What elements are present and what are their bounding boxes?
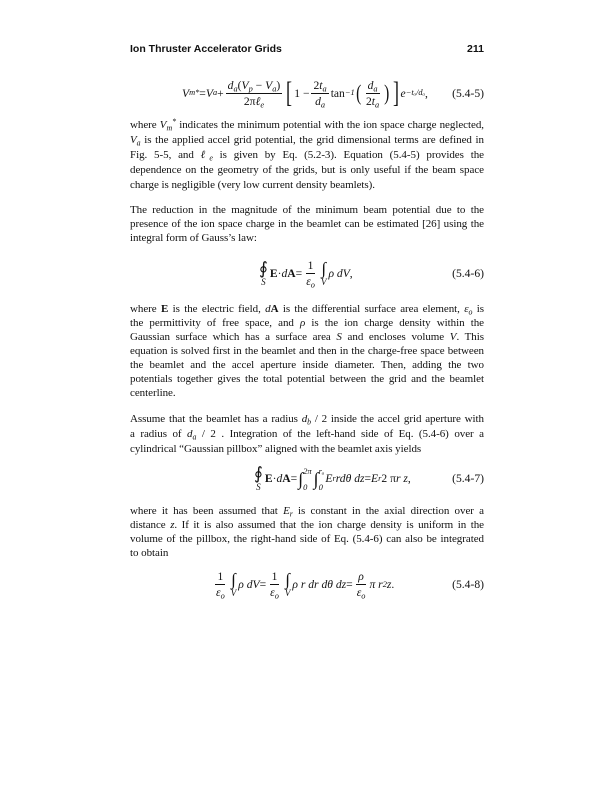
fraction [355, 570, 368, 599]
text-line [130, 546, 484, 560]
integral-upper-limit: 2π [303, 465, 312, 476]
text-run: is the differential surface area element, [278, 303, 465, 315]
integral-glyph: ∮ [259, 259, 268, 278]
math-italic: e [400, 86, 406, 100]
text-run: distance [130, 519, 171, 531]
text-run: − [252, 78, 266, 92]
equation-number: (5.4-6) [452, 267, 484, 280]
math-italic: V [265, 78, 273, 92]
text-run: / 2 inside the accel grid aperture with [311, 413, 484, 425]
integral-limits [303, 466, 312, 492]
text-line [130, 330, 484, 344]
subscript: a [322, 84, 327, 93]
integral-symbol [231, 571, 237, 598]
running-header-title: Ion Thruster Accelerator Grids [130, 43, 282, 55]
integral-lower-limit: S [256, 482, 261, 492]
math-italic: ε [464, 303, 469, 315]
equation-5-4-6 [257, 259, 353, 288]
text-line [130, 231, 484, 245]
text-run: = [295, 267, 303, 280]
text-line [130, 316, 484, 330]
text-run: equation is solved first in the beamlet and then in the charge-free space between [130, 345, 484, 357]
text-run: 1 − [294, 86, 310, 100]
equation-number: (5.4-5) [452, 86, 484, 100]
contour-integral-symbol [254, 465, 263, 492]
math-vector: A [287, 267, 296, 280]
text-run: = [364, 472, 372, 485]
parenthesis: ( [355, 80, 361, 105]
math-italic: d [315, 94, 321, 108]
integral-symbol [285, 571, 291, 598]
text-run: is the applied accel grid potential, the grid dimensional terms are defined in [140, 134, 484, 146]
text-run: 2π [243, 94, 256, 108]
text-line [130, 532, 484, 546]
subscript: a [320, 100, 326, 109]
paragraph [130, 412, 484, 457]
text-run: where [130, 303, 161, 315]
subscript: o [220, 591, 225, 601]
text-run: is the electric field, [168, 303, 266, 315]
paragraph [130, 504, 484, 560]
math-vector: A [270, 303, 279, 315]
equation-row [130, 570, 484, 599]
subscript: a [373, 84, 378, 93]
math-italic: E [283, 505, 290, 517]
text-run: where [130, 119, 160, 131]
subscript: b [307, 417, 312, 427]
math-italic: z [386, 578, 392, 591]
numerator [306, 259, 316, 274]
integral-lower-limit: 0 [303, 481, 308, 492]
subscript: o [310, 280, 315, 290]
fraction [214, 570, 227, 599]
text-run: Assume that the beamlet has a radius [130, 413, 302, 425]
text-run: integral form of Gauss’s law: [130, 232, 257, 244]
text-run: and encloses volume [341, 331, 450, 343]
text-run: = [290, 472, 298, 485]
text-run: 2 π [381, 472, 396, 485]
math-italic: ρ [300, 317, 306, 329]
math-italic: t [371, 94, 376, 108]
text-run: / 2 . Integration of the left-hand side of Eq. (5.4-6) over a [196, 428, 485, 440]
denominator [242, 94, 266, 108]
fraction [364, 79, 381, 108]
math-italic: ρ r dr dθ dz [292, 578, 347, 591]
subscript: p [248, 84, 253, 93]
numerator [356, 570, 366, 585]
text-run: ( [237, 78, 242, 92]
text-run: = [199, 86, 206, 100]
math-italic: r z [395, 472, 408, 485]
integral-glyph: ∫ [285, 570, 290, 589]
equation-5-4-8: $\frac{1}{\varepsilon_o}$ ∫ V ρ dV = $\frac{1}{\varepsilon_o}$ ∫ V ρ r dr dθ dz = $\frac{\rho}{\varepsilon_o}$ π r 2 z . [216, 570, 395, 601]
text-run: is constant in the axial direction over a [292, 505, 484, 517]
text-run: Gaussian surface which has a surface area [130, 331, 337, 343]
text-line [130, 203, 484, 217]
math-italic: d [276, 472, 283, 485]
text-run: , [349, 267, 353, 280]
fraction [268, 570, 281, 599]
integral-upper-limit: rₐ [318, 465, 325, 476]
text-run: The reduction in the magnitude of the minimum beam potential due to the [130, 204, 484, 216]
math-italic: V [449, 331, 457, 343]
denominator [313, 94, 327, 108]
text-run: 2 [366, 94, 372, 108]
bracket: ] [392, 76, 399, 109]
math-italic: V [182, 86, 190, 100]
math-italic: d [301, 413, 308, 425]
math-vector: E [269, 267, 278, 280]
text-run: 1 [217, 570, 224, 583]
subscript: o [468, 307, 473, 317]
integral-glyph: ∫ [321, 259, 327, 278]
text-run: the permittivity of free space, and [130, 317, 301, 329]
text-line [130, 518, 484, 532]
math-italic: ε [270, 586, 275, 599]
text-line [130, 442, 484, 457]
math-italic: V [130, 134, 137, 146]
parenthesis: ) [384, 80, 390, 105]
math-italic: V [241, 78, 249, 92]
text-run: indicates the minimum potential with the ion space charge neglected, [176, 119, 485, 131]
math-italic: E [325, 472, 333, 485]
math-italic: d [265, 303, 271, 315]
text-run: . This [456, 331, 484, 343]
running-header [130, 42, 484, 56]
subscript: o [361, 591, 366, 601]
integral-lower-limit: S [261, 277, 266, 287]
math-italic: d [227, 78, 234, 92]
integral-glyph: ∮ [254, 464, 263, 483]
page-body [130, 0, 484, 639]
subscript: a [136, 138, 141, 148]
text-run: , [407, 472, 411, 485]
text-run: · [277, 267, 282, 280]
integral-lower-limit: V [320, 277, 327, 287]
text-run: where it has been assumed that [130, 505, 284, 517]
math-vector: A [282, 472, 291, 485]
paragraph [130, 203, 484, 245]
text-run: centerline. [130, 387, 176, 399]
subscript: o [274, 591, 279, 601]
text-run: + [217, 86, 224, 100]
bracket: [ [286, 76, 293, 109]
text-run: , [425, 86, 428, 100]
text-run: · [272, 472, 277, 485]
equation-number: (5.4-8) [452, 578, 484, 591]
math-italic: ε [356, 586, 362, 599]
text-run: to obtain [130, 547, 169, 559]
math-italic: ε [306, 275, 311, 288]
text-line [130, 163, 484, 178]
text-run: is given by Eq. (5.2-3). Equation (5.4-5) provides the [212, 149, 484, 161]
math-vector: E [264, 472, 273, 485]
equation-row [130, 259, 484, 288]
subscript: e [260, 100, 265, 109]
text-run: . [391, 578, 395, 591]
subscript: a [375, 100, 380, 109]
text-line [130, 412, 484, 427]
math-italic: rdθ dz [335, 472, 365, 485]
integral-glyph: ∫ [231, 570, 236, 589]
denominator [364, 94, 381, 108]
math-italic: π r [369, 578, 383, 591]
math-vector: E [160, 303, 169, 315]
equation-number: (5.4-7) [452, 472, 484, 485]
subscript: a [272, 84, 277, 93]
subscript: m [166, 123, 173, 133]
paragraph [130, 302, 484, 400]
text-line [130, 133, 484, 148]
math-italic: V [159, 119, 167, 131]
text-run: tan [330, 86, 345, 100]
text-run: = [259, 578, 267, 591]
integral-lower-limit: 0 [318, 481, 323, 492]
math-italic: S [336, 331, 342, 343]
text-line [130, 504, 484, 518]
math-italic: d [367, 78, 374, 92]
integral-symbol [321, 260, 327, 287]
denominator [214, 585, 227, 599]
text-line [130, 302, 484, 316]
math-italic: ℓ [255, 94, 261, 108]
text-run: 1 [271, 570, 278, 583]
denominator [268, 585, 281, 599]
equation-5-4-5: V m * = V a + $\frac{d_a(V_p - V_a)}{2\pi\ell_e}$ [ 1 − $\frac{2t_a}{d_a}$ tan −1 ( $\frac{d_a}{2t_a}$ ) ] e −tₐ/dₐ , [182, 76, 428, 109]
integral-lower-limit: V [230, 588, 237, 598]
numerator [215, 570, 225, 585]
text-run: a radius of [130, 428, 188, 440]
text-run: volume of the pillbox, the right-hand side of Eq. (5.4-6) can also be integrated [130, 533, 484, 545]
equation-5-4-7: ∮ S E · d A = ∫ 2π 0 ∫ rₐ 0 E r rdθ dz = E r 2 π r z , [254, 464, 411, 492]
integral-glyph: ∫ [298, 468, 304, 489]
math-italic: z [170, 519, 175, 531]
text-run: is [472, 303, 484, 315]
math-italic: t [319, 78, 323, 92]
fraction [304, 259, 317, 288]
math-italic: ρ [358, 570, 364, 583]
text-run: ) [276, 78, 281, 92]
subscript: e [209, 153, 213, 163]
denominator [355, 585, 368, 599]
text-run: = [346, 578, 353, 591]
numerator [311, 79, 328, 94]
integral-symbol [298, 466, 311, 492]
superscript: * [172, 117, 177, 127]
math-italic: E [371, 472, 379, 485]
text-run: the beamlet and the accel aperture inside diameter. Then, adding the two [130, 359, 484, 371]
contour-integral-symbol [259, 260, 268, 287]
text-line [130, 386, 484, 400]
integral-lower-limit: V [284, 588, 291, 598]
text-run: dependence on the geometry of the grids, but is only useful if the beam space [130, 164, 484, 176]
text-line [130, 217, 484, 231]
numerator [270, 570, 280, 585]
integral-symbol [314, 466, 325, 492]
equation-row [130, 465, 484, 492]
text-line [130, 148, 484, 163]
math-italic: ℓ [200, 149, 210, 161]
fraction [226, 79, 283, 108]
numerator [366, 79, 380, 94]
page-number: 211 [467, 43, 484, 55]
subscript: a [233, 84, 238, 93]
text-line [130, 118, 484, 133]
math-italic: d [281, 267, 288, 280]
text-line [130, 344, 484, 358]
text-run: cylindrical “Gaussian pillbox” aligned with the beamlet axis yields [130, 443, 422, 455]
math-italic: ρ dV [328, 267, 350, 280]
text-run: . If it is also assumed that the ion charge density is uniform in the [174, 519, 484, 531]
text-line [130, 427, 484, 442]
equation-row [130, 78, 484, 108]
text-line [130, 372, 484, 386]
integral-limits [319, 466, 325, 492]
text-run: presence of the ion space charge in the beamlet can be estimated [26] using the [130, 218, 484, 230]
math-italic: d [187, 428, 193, 440]
text-line [130, 358, 484, 372]
integral-glyph: ∫ [313, 468, 319, 489]
text-run: potentials together gives the total potential between the grid and the beamlet [130, 373, 484, 385]
math-italic: ρ dV [238, 578, 260, 591]
paragraph [130, 118, 484, 193]
denominator [304, 274, 317, 288]
text-run: 2 [313, 78, 320, 92]
text-run: Fig. 5-5, and [130, 149, 201, 161]
text-run: is the ion charge density within the [305, 317, 484, 329]
text-run: 1 [307, 259, 314, 272]
subscript: r [289, 509, 293, 519]
math-italic: ε [216, 586, 221, 599]
fraction [311, 79, 328, 108]
numerator [226, 79, 283, 94]
math-italic: V [205, 86, 213, 100]
subscript: a [192, 432, 197, 442]
text-line [130, 178, 484, 193]
text-run: charge is negligible (very low current density beamlets). [130, 179, 375, 191]
